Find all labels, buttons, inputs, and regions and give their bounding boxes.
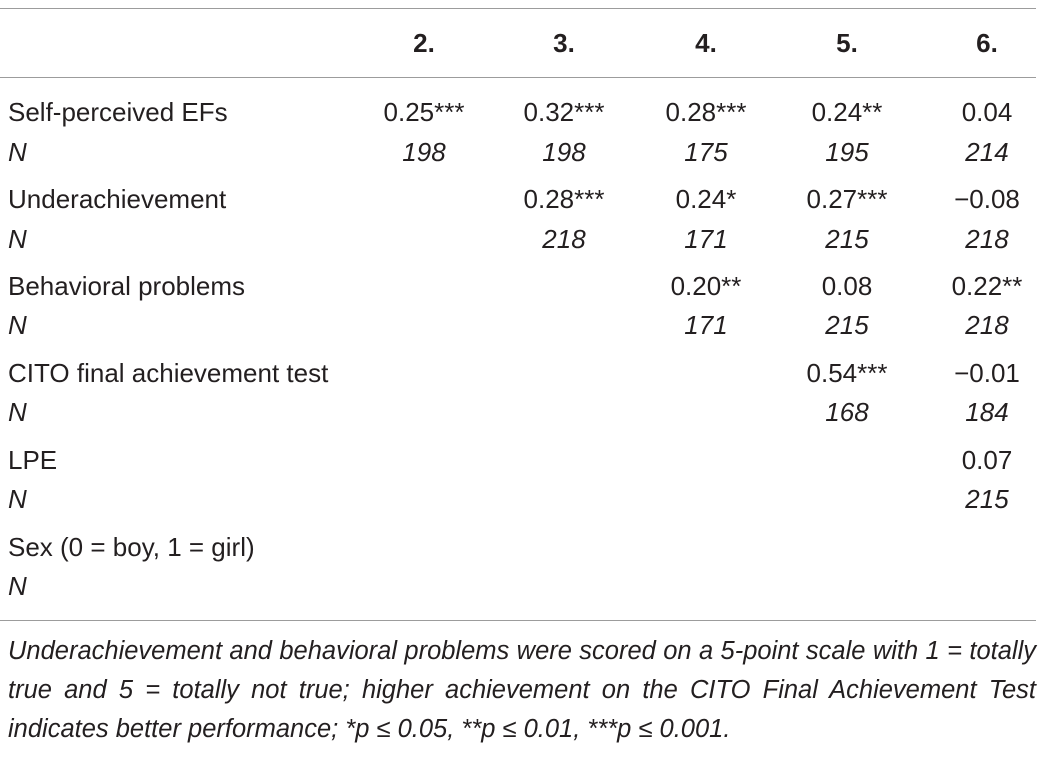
row-n-label: N xyxy=(8,310,27,340)
table-cell-n: 198 xyxy=(402,137,446,167)
table-cell-n: 184 xyxy=(965,397,1009,427)
row-n-label: N xyxy=(8,397,27,427)
column-header-5: 5. xyxy=(836,28,858,58)
table-cell: 0.20** xyxy=(670,271,742,301)
table-cell-n: 168 xyxy=(825,397,869,427)
header-rule xyxy=(0,77,1036,78)
table-cell-n: 175 xyxy=(684,137,728,167)
table-cell: 0.27*** xyxy=(806,184,888,214)
row-label-sex: Sex (0 = boy, 1 = girl) xyxy=(8,532,255,562)
column-header-3: 3. xyxy=(553,28,575,58)
row-n-label: N xyxy=(8,224,27,254)
table-bottom-rule xyxy=(0,620,1036,621)
table-cell-n: 171 xyxy=(684,224,728,254)
table-cell: 0.04 xyxy=(961,97,1013,127)
column-header-6: 6. xyxy=(976,28,998,58)
table-cell: 0.07 xyxy=(961,445,1013,475)
table-cell-n: 171 xyxy=(684,310,728,340)
row-label-cito-final-achievement-test: CITO final achievement test xyxy=(8,358,329,388)
table-cell-n: 198 xyxy=(542,137,586,167)
table-cell-n: 214 xyxy=(965,137,1009,167)
table-cell: −0.08 xyxy=(954,184,1020,214)
row-label-underachievement: Underachievement xyxy=(8,184,227,214)
table-cell: 0.25*** xyxy=(383,97,465,127)
table-cell-n: 218 xyxy=(965,310,1009,340)
table-cell-n: 195 xyxy=(825,137,869,167)
table-cell-n: 215 xyxy=(965,484,1009,514)
table-footnote: Underachievement and behavioral problems were scored on a 5-point scale with 1 = totally true and 5 = totally not true; higher achievement on the CITO Final Achievement Test indicates better performance; *p ≤ 0.05, **p ≤ 0.01, ***p ≤ 0.001. xyxy=(8,637,1036,743)
row-label-behavioral-problems: Behavioral problems xyxy=(8,271,246,301)
table-cell-n: 215 xyxy=(825,310,869,340)
table-cell: 0.54*** xyxy=(806,358,888,388)
row-n-label: N xyxy=(8,571,27,601)
row-label-lpe: LPE xyxy=(8,445,58,475)
table-cell: 0.24* xyxy=(675,184,737,214)
row-n-label: N xyxy=(8,484,27,514)
table-cell: 0.08 xyxy=(821,271,873,301)
table-cell: 0.24** xyxy=(811,97,883,127)
table-cell-n: 218 xyxy=(965,224,1009,254)
column-header-4: 4. xyxy=(695,28,717,58)
table-cell: 0.22** xyxy=(951,271,1023,301)
table-cell-n: 218 xyxy=(542,224,586,254)
table-top-rule xyxy=(0,8,1036,9)
table-cell: −0.01 xyxy=(954,358,1020,388)
row-label-self-perceived-efs: Self-perceived EFs xyxy=(8,97,228,127)
table-cell: 0.28*** xyxy=(665,97,747,127)
table-cell: 0.28*** xyxy=(523,184,605,214)
column-header-2: 2. xyxy=(413,28,435,58)
row-n-label: N xyxy=(8,137,27,167)
table-cell: 0.32*** xyxy=(523,97,605,127)
table-cell-n: 215 xyxy=(825,224,869,254)
